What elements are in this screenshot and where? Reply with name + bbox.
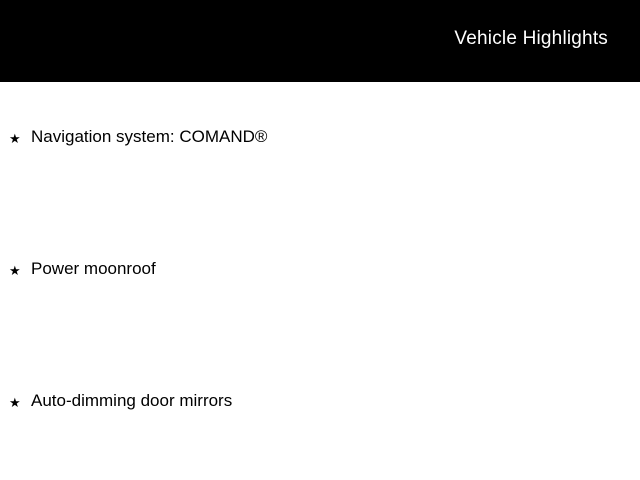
star-icon: ★ xyxy=(9,131,21,146)
list-item xyxy=(0,346,640,478)
header-band xyxy=(0,0,640,82)
list-item-label: Power moonroof xyxy=(31,259,156,278)
list-item xyxy=(0,82,640,214)
list-item-label: Navigation system: COMAND® xyxy=(31,127,268,146)
list-item-label: Auto-dimming door mirrors xyxy=(31,391,233,410)
star-icon: ★ xyxy=(9,263,21,278)
slide-body xyxy=(0,82,640,480)
list-item xyxy=(0,214,640,346)
page-title: Vehicle Highlights xyxy=(454,28,608,49)
star-icon: ★ xyxy=(9,395,21,410)
highlights-list xyxy=(0,82,640,478)
